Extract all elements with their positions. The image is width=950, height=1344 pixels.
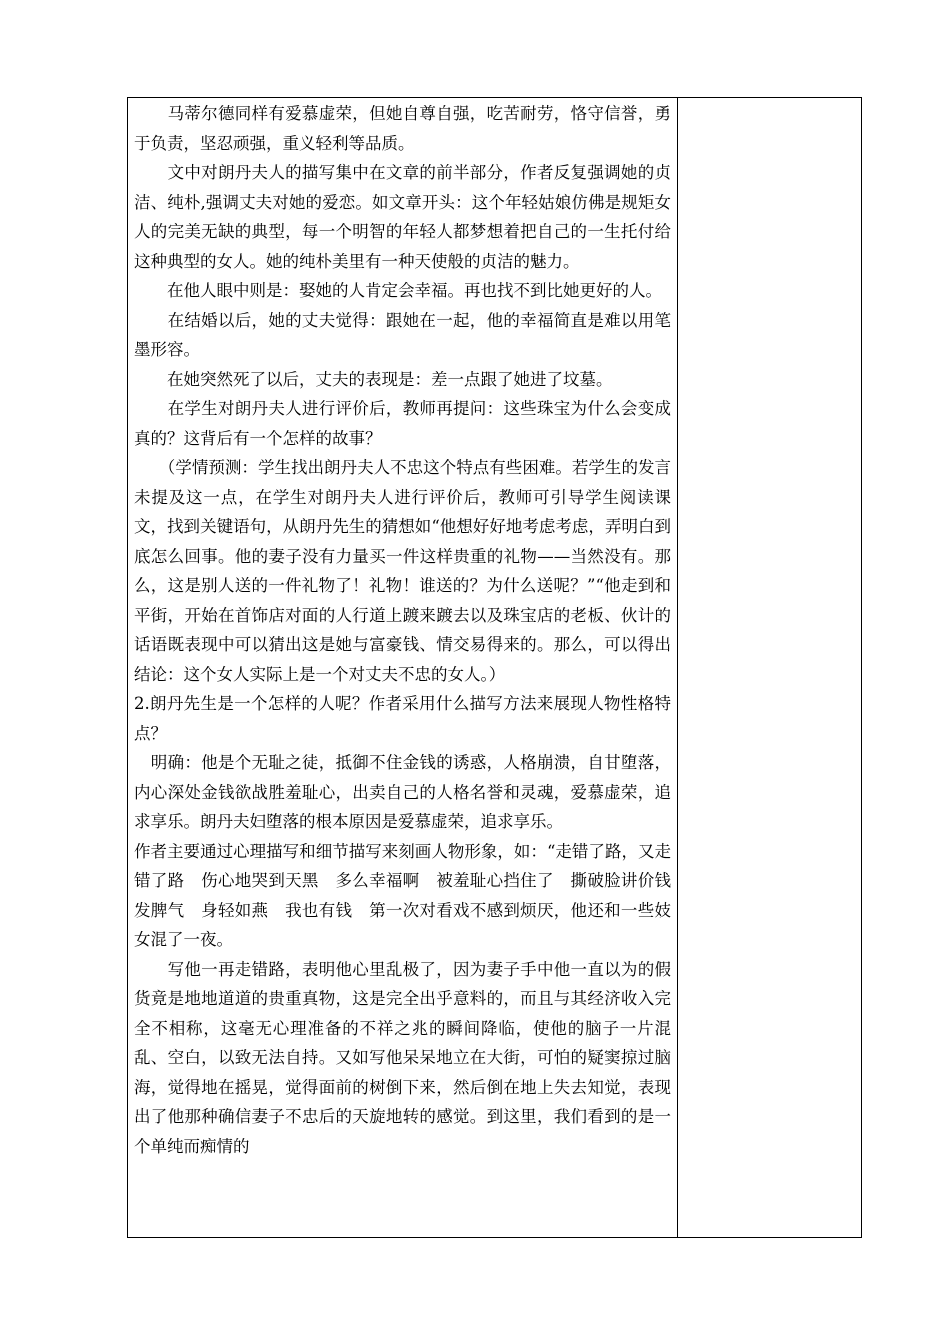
notes-cell <box>678 98 861 1237</box>
paragraph: 马蒂尔德同样有爱慕虚荣，但她自尊自强，吃苦耐劳，恪守信誉，勇于负责，坚忍顽强，重义轻利等品质。 <box>134 104 671 153</box>
question-paragraph: 2.朗丹先生是一个怎样的人呢？作者采用什么描写方法来展现人物性格特点？ <box>134 694 671 743</box>
paragraph: （学情预测：学生找出朗丹夫人不忠这个特点有些困难。若学生的发言未提及这一点，在学生对朗丹夫人进行评价后，教师可引导学生阅读课文，找到关键语句，从朗丹先生的猜想如“他想好好地考虑考虑，弄明白到底怎么回事。他的妻子没有力量买一件这样贵重的礼物——当然没有。那么，这是别人送的一件礼物了！礼物！谁送的？为什么送呢？”“他走到和平街，开始在首饰店对面的人行道上踱来踱去以及珠宝店的老板、伙计的话语既表现中可以猜出这是她与富豪钱、情交易得来的。那么，可以得出结论：这个女人实际上是一个对丈夫不忠的女人。） <box>134 458 671 684</box>
paragraph: 在结婚以后，她的丈夫觉得：跟她在一起，他的幸福简直是难以用笔墨形容。 <box>134 310 671 359</box>
lesson-table <box>127 97 862 1238</box>
paragraph: 在她突然死了以后，丈夫的表现是：差一点跟了她进了坟墓。 <box>134 369 613 389</box>
paragraph: 在他人眼中则是：娶她的人肯定会幸福。再也找不到比她更好的人。 <box>134 281 662 300</box>
paragraph: 在学生对朗丹夫人进行评价后，教师再提问：这些珠宝为什么会变成真的？这背后有一个怎样的故事？ <box>134 399 671 448</box>
paragraph: 作者主要通过心理描写和细节描写来刻画人物形象，如：“走错了路，又走错了路 伤心地哭到天黑 多么幸福啊 被羞耻心挡住了 撕破脸讲价钱 发脾气 身轻如燕 我也有钱 第一次对看戏不感到烦厌，他还和一些妓女混了一夜。 <box>134 841 688 949</box>
paragraph: 文中对朗丹夫人的描写集中在文章的前半部分，作者反复强调她的贞洁、纯朴,强调丈夫对她的爱恋。如文章开头：这个年轻姑娘仿佛是规矩女人的完美无缺的典型，每一个明智的年轻人都梦想着把自己的一生托付给这种典型的女人。她的纯朴美里有一种天使般的贞洁的魅力。 <box>134 163 671 271</box>
paragraph: 明确：他是个无耻之徒，抵御不住金钱的诱惑，人格崩溃，自甘堕落，内心深处金钱欲战胜羞耻心，出卖自己的人格名誉和灵魂，爱慕虚荣，追求享乐。朗丹夫妇堕落的根本原因是爱慕虚荣，追求享乐。 <box>134 753 671 831</box>
content-cell <box>128 98 688 1237</box>
paragraph: 写他一再走错路，表明他心里乱极了，因为妻子手中他一直以为的假货竟是地地道道的贵重真物，这是完全出乎意料的，而且与其经济收入完全不相称，这毫无心理准备的不祥之兆的瞬间降临，使他的脑子一片混乱、空白，以致无法自持。又如写他呆呆地立在大街，可怕的疑窦掠过脑海，觉得地在摇晃，觉得面前的树倒下来，然后倒在地上失去知觉，表现出了他那种确信妻子不忠后的天旋地转的感觉。到这里，我们看到的是一个单纯而痴情的 <box>134 959 671 1156</box>
